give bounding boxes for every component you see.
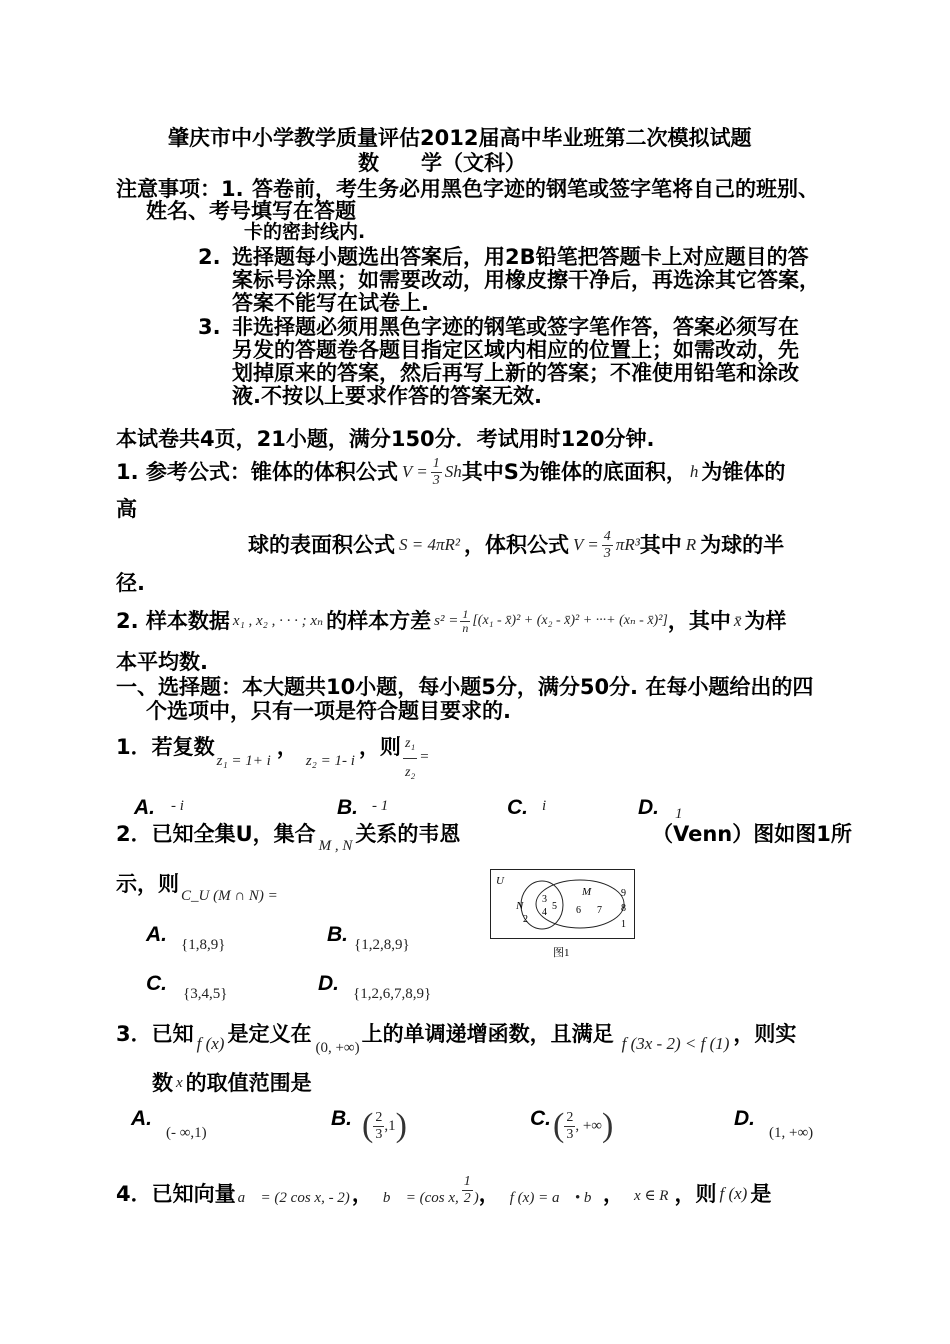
sphere-volume-v: V =	[572, 535, 599, 554]
fraction-one-over-n	[460, 608, 470, 635]
formula2-line2: 本平均数.	[116, 650, 208, 674]
venn-num-2: 2	[523, 914, 528, 925]
q3-text-b: 是定义在	[227, 1022, 312, 1046]
option-value: {1,2,8,9}	[354, 937, 410, 953]
frac-num: 2	[375, 1109, 383, 1125]
q1-fraction	[403, 736, 417, 781]
q3-line2	[152, 1071, 312, 1095]
frac-den: 3	[432, 472, 440, 488]
venn-diagram	[490, 869, 635, 939]
notice-item2-num: 2.	[198, 245, 221, 269]
q3-text-c: 上的单调递增函数，且满足	[361, 1022, 614, 1046]
fraction-one-third	[431, 456, 442, 489]
formula2-text-a: 2. 样本数据	[116, 609, 230, 633]
frac-num: 1	[462, 606, 469, 621]
q4-text-b: ，则	[674, 1182, 717, 1206]
frac-den: 2	[463, 1191, 471, 1206]
venn-caption: 图1	[553, 947, 570, 959]
formula2-text-d: 为样	[744, 609, 787, 633]
q1-text-b: ，则	[358, 735, 401, 759]
notice-item2-line1: 选择题每小题选出答案后，用2B铅笔把答题卡上对应题目的答	[232, 245, 809, 269]
option-label: D.	[734, 1107, 755, 1130]
right-paren: )	[395, 1107, 407, 1144]
fraction-one-half	[462, 1174, 473, 1207]
venn-num-8: 8	[621, 903, 626, 914]
option-value: (- ∞,1)	[166, 1125, 207, 1141]
frac-num: 4	[603, 528, 611, 544]
formula1-text-b: 其中S为锥体的底面积，	[461, 460, 687, 484]
q2-option-a[interactable]	[146, 923, 225, 954]
q1-eq: =	[419, 749, 430, 765]
frac-num: 1	[463, 1174, 471, 1189]
venn-num-6: 6	[576, 905, 581, 916]
option-rest: , +∞	[575, 1117, 602, 1134]
q4-text-c: 是	[750, 1182, 772, 1206]
q4-sep2: ，	[478, 1182, 500, 1206]
q1-z1: z₁ = 1+ i	[216, 753, 271, 769]
radius-r: R	[685, 535, 697, 554]
venn-label-m: M	[582, 886, 592, 898]
section1-line1: 一、选择题：本大题共10小题，每小题5分，满分50分. 在每小题给出的四	[116, 675, 814, 699]
page-subtitle: 数 学（文科）	[358, 151, 526, 175]
q2-sets-mn: M , N	[318, 838, 353, 854]
option-value: 1	[675, 806, 683, 822]
q4-x-in-r: x ∈ R	[634, 1188, 669, 1204]
q2-line1-venn: （Venn）图如图1所	[652, 822, 852, 846]
q2-line2	[116, 872, 278, 906]
q3-line1	[116, 1022, 796, 1062]
q2-option-c[interactable]	[146, 972, 227, 1003]
option-value: {1,2,6,7,8,9}	[353, 986, 432, 1002]
q3-option-d[interactable]	[734, 1107, 813, 1142]
variance-sum: [(x₁ - x̄)² + (x₂ - x̄)² + ···+ (xₙ - x̄)²]	[472, 613, 668, 628]
notice-item1-line1: 答卷前，考生务必用黑色字迹的钢笔或签字笔将自己的班别、	[252, 177, 819, 201]
option-value: i	[542, 798, 547, 814]
q4-sep1: ，	[351, 1182, 373, 1206]
formula1-text-i: 为球的半	[700, 533, 785, 557]
q3-domain: (0, +∞)	[315, 1040, 360, 1056]
venn-num-3: 3	[542, 894, 547, 905]
q4-text-a: 4．已知向量	[116, 1182, 236, 1206]
formula1-line1	[116, 452, 785, 492]
sphere-area-label: 球的表面积公式	[248, 533, 395, 557]
option-rest: ,1	[384, 1117, 396, 1134]
q2-option-d[interactable]	[318, 972, 431, 1003]
q1-option-d[interactable]	[638, 796, 683, 823]
option-label: D.	[318, 972, 339, 995]
q1-option-c[interactable]	[507, 796, 546, 820]
option-value: {1,8,9}	[181, 937, 226, 953]
frac-den: 3	[603, 545, 611, 561]
q2-option-b[interactable]	[327, 923, 410, 954]
frac-den: z₂	[404, 765, 416, 780]
q3-inequality: f (3x - 2) < f (1)	[621, 1034, 730, 1053]
option-value	[553, 1107, 613, 1145]
option-label: A.	[131, 1107, 152, 1130]
option-value: - 1	[372, 798, 389, 814]
option-label: B.	[337, 796, 358, 819]
venn-num-7: 7	[597, 905, 602, 916]
q4-line1	[116, 1170, 771, 1214]
option-label: B.	[331, 1107, 352, 1130]
option-value	[362, 1107, 407, 1145]
frac-den: 3	[375, 1126, 383, 1142]
sphere-area-formula: S = 4πR²	[399, 535, 460, 554]
sphere-volume-pr3: πR³	[615, 535, 640, 554]
notice-item1-line2: 姓名、考号填写在答题	[146, 199, 356, 223]
page-title: 肇庆市中小学教学质量评估2012届高中毕业班第二次模拟试题	[168, 126, 752, 150]
q3-option-a[interactable]	[131, 1107, 207, 1142]
notice-item1-line3: 卡的密封线内.	[244, 221, 366, 243]
exam-info: 本试卷共4页，21小题，满分150分．考试用时120分钟.	[116, 427, 655, 451]
notice-item2-line3: 答案不能写在试卷上.	[232, 291, 429, 315]
option-label: C.	[507, 796, 528, 819]
q1-option-b[interactable]	[337, 796, 388, 820]
q4-sep3: ，	[603, 1182, 625, 1206]
frac-num: 1	[432, 455, 440, 471]
venn-set-m	[536, 880, 624, 928]
q2-expression: C_U (M ∩ N) =	[181, 888, 278, 904]
notice-label: 注意事项：1.	[116, 177, 244, 201]
fraction-four-thirds	[602, 529, 613, 562]
sphere-volume-label: ，体积公式	[463, 533, 569, 557]
q1-sep: ，	[276, 735, 298, 759]
q3-text-f: 的取值范围是	[185, 1071, 312, 1095]
formula1-text-g: 其中	[639, 533, 682, 557]
frac-den: n	[462, 620, 469, 635]
mean-xbar: x̄	[733, 611, 742, 630]
option-value: - i	[171, 798, 184, 814]
notice-item3-line1: 非选择题必须用黑色字迹的钢笔或签字笔作答，答案必须写在	[232, 315, 799, 339]
cone-volume-sh: Sh	[444, 462, 462, 481]
venn-num-1: 1	[621, 919, 626, 930]
notice-item2-line2: 案标号涂黑；如需要改动，用橡皮擦干净后，再选涂其它答案，	[232, 268, 820, 292]
venn-label-n: N	[516, 900, 524, 912]
q2-text-b: 关系的韦恩	[355, 822, 461, 846]
option-value: {3,4,5}	[183, 986, 228, 1002]
formula1-line3	[248, 525, 784, 565]
venn-num-5: 5	[552, 901, 557, 912]
venn-svg	[490, 869, 635, 939]
q1-option-a[interactable]	[134, 796, 184, 820]
option-label: C.	[146, 972, 167, 995]
q4-vector-b: b⃗ = (cos x,	[382, 1190, 459, 1206]
height-h: h	[689, 462, 699, 481]
notice-item3-line3: 划掉原来的答案，然后再写上新的答案；不准使用铅笔和涂改	[232, 361, 799, 385]
q2-text-d: 示，则	[116, 872, 179, 896]
formula1-text-a: 1. 参考公式：锥体的体积公式	[116, 460, 398, 484]
venn-num-4: 4	[542, 907, 547, 918]
q3-fx: f (x)	[196, 1034, 225, 1053]
q3-option-c[interactable]	[530, 1107, 613, 1145]
option-label: C.	[530, 1107, 551, 1130]
q3-text-d: ，则实	[733, 1022, 797, 1046]
option-label: B.	[327, 923, 348, 946]
option-label: A.	[134, 796, 155, 819]
notice-item3-num: 3.	[198, 315, 221, 339]
q2-line1	[116, 820, 460, 856]
formula1-text-c: 为锥体的	[701, 460, 786, 484]
formula2-line1	[116, 603, 786, 639]
left-paren: (	[553, 1107, 565, 1144]
q4-vector-a: a⃗ = (2 cos x, - 2)	[237, 1190, 350, 1206]
venn-label-u: U	[496, 875, 504, 887]
fraction-two-thirds	[373, 1110, 384, 1143]
option-label: D.	[638, 796, 659, 819]
q3-text-a: 3．已知	[116, 1022, 194, 1046]
left-paren: (	[362, 1107, 374, 1144]
formula2-text-b: 的样本方差	[326, 609, 432, 633]
section1-line2: 个选项中，只有一项是符合题目要求的.	[146, 699, 511, 723]
variance-s2: s² =	[434, 613, 459, 629]
q1-text-a: 1．若复数	[116, 735, 215, 759]
q4-fx-def: f (x) = a⃗ • b⃗	[509, 1190, 604, 1206]
notice-item3-line4: 液.不按以上要求作答的答案无效.	[232, 384, 542, 408]
q2-text-a: 2．已知全集U，集合	[116, 822, 316, 846]
q3-option-b[interactable]	[331, 1107, 407, 1145]
venn-num-9: 9	[621, 888, 626, 899]
q1-z2: z₂ = 1- i	[305, 753, 355, 769]
cone-volume-v: V =	[401, 462, 428, 481]
frac-num: z₁	[403, 736, 417, 759]
option-value: (1, +∞)	[769, 1125, 814, 1141]
formula1-line4: 径.	[116, 571, 145, 595]
option-label: A.	[146, 923, 167, 946]
right-paren: )	[601, 1107, 614, 1144]
formula1-line2: 高	[116, 497, 137, 521]
frac-den: 3	[566, 1126, 574, 1142]
q4-fx: f (x)	[719, 1184, 748, 1203]
fraction-two-thirds	[564, 1110, 575, 1143]
q3-text-e: 数	[152, 1071, 173, 1095]
sample-data: x₁ , x₂ , · · · ; xₙ	[232, 613, 324, 629]
formula2-text-c: ，其中	[667, 609, 731, 633]
question-1	[116, 733, 429, 785]
notice-item3-line2: 另发的答题卷各题目指定区域内相应的位置上；如需改动，先	[232, 338, 799, 362]
frac-num: 2	[566, 1109, 574, 1125]
q3-x: x	[176, 1075, 183, 1091]
q4-vector-b-close: )	[473, 1190, 479, 1206]
